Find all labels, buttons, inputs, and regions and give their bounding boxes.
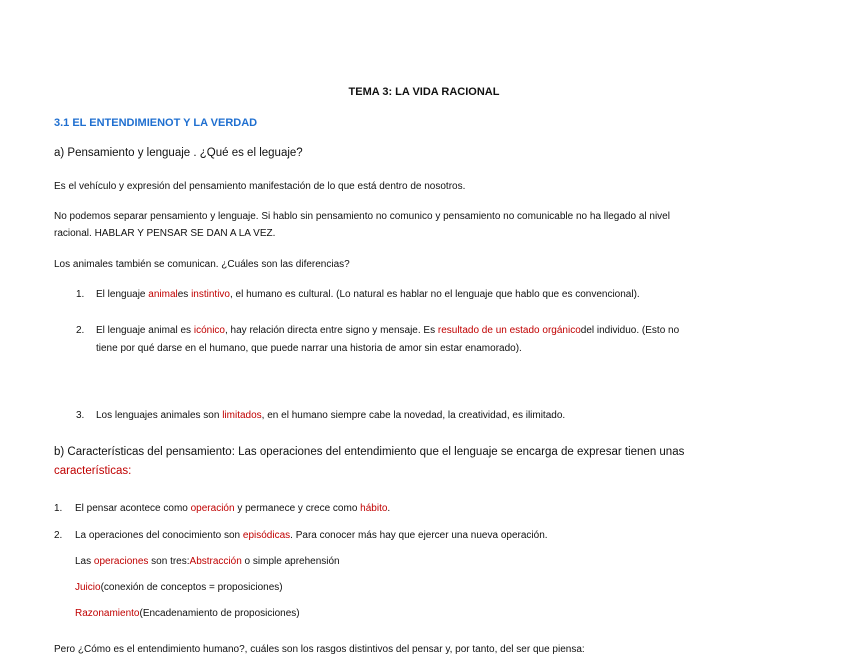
text-run-highlight: resultado de un estado orgánico [437, 325, 581, 336]
list-item-text [75, 530, 548, 542]
text-run: (Encadenamiento de proposiciones) [139, 608, 300, 619]
page-title: TEMA 3: LA VIDA RACIONAL [348, 86, 500, 98]
text-run-highlight: episódicas [242, 530, 291, 541]
text-run: El pensar acontece como [75, 503, 191, 514]
list-item-text [96, 325, 679, 337]
text-run: , en el humano siempre cabe la novedad, la creatividad, es ilimitado. [261, 410, 566, 421]
subheading-a: a) Pensamiento y lenguaje . ¿Qué es el leguaje? [54, 147, 303, 159]
text-run: . [387, 503, 391, 514]
list-item-text-line2: tiene por qué darse en el humano, que puede narrar una historia de amor sin estar enamorado). [96, 343, 522, 354]
paragraph-animals: Los animales también se comunican. ¿Cuáles son las diferencias? [54, 259, 350, 270]
text-run: (conexión de conceptos = proposiciones) [100, 582, 283, 593]
closing-question: Pero ¿Cómo es el entendimiento humano?, cuáles son los rasgos distintivos del pensar y, por tanto, del ser que piensa: [54, 644, 585, 655]
section-heading: 3.1 EL ENTENDIMIENOT Y LA VERDAD [54, 117, 258, 129]
list-item-text [75, 503, 390, 515]
list-number: 2. [54, 530, 63, 541]
text-run-highlight: limitados [222, 410, 262, 421]
text-run-highlight: Razonamiento [75, 608, 140, 619]
operations-line [75, 556, 340, 568]
text-run: El lenguaje [96, 289, 149, 300]
text-run: del individuo. (Esto no [580, 325, 680, 336]
subheading-b: b) Características del pensamiento: Las operaciones del entendimiento que el lenguaje se encarga de expresar tienen unas [54, 446, 685, 458]
text-run: es [177, 289, 192, 300]
text-run: , el humano es cultural. (Lo natural es hablar no el lenguaje que hablo que es convencional). [229, 289, 640, 300]
subheading-b-line2 [54, 465, 131, 479]
text-run: son tres: [148, 556, 190, 567]
text-run: Las [75, 556, 94, 567]
text-run-highlight: operación [190, 503, 235, 514]
text-run: o simple aprehensión [241, 556, 340, 567]
text-run: , hay relación directa entre signo y mensaje. Es [224, 325, 438, 336]
list-item-text [96, 410, 565, 422]
text-run-highlight: instintivo [191, 289, 230, 300]
juicio-line [75, 582, 283, 594]
paragraph-separation-line2: racional. HABLAR Y PENSAR SE DAN A LA VEZ. [54, 228, 276, 239]
razonamiento-line [75, 608, 300, 620]
paragraph-separation-line1: No podemos separar pensamiento y lenguaje. Si hablo sin pensamiento no comunico y pensamiento no comunicable no ha llegado al nivel [54, 211, 670, 222]
list-number: 3. [76, 410, 85, 421]
text-run: . Para conocer más hay que ejercer una nueva operación. [290, 530, 548, 541]
list-number: 2. [76, 325, 85, 336]
text-run: El lenguaje animal es [96, 325, 194, 336]
text-run-highlight: operaciones [93, 556, 149, 567]
text-run-highlight: hábito [360, 503, 388, 514]
text-run-highlight: : [128, 465, 132, 477]
list-number: 1. [76, 289, 85, 300]
text-run-highlight: animal [148, 289, 178, 300]
paragraph-definition: Es el vehículo y expresión del pensamiento manifestación de lo que está dentro de nosotros. [54, 181, 466, 192]
text-run: y permanece y crece como [234, 503, 361, 514]
text-run: La operaciones del conocimiento son [75, 530, 243, 541]
text-run-highlight: características [54, 465, 129, 477]
list-number: 1. [54, 503, 63, 514]
list-item-text [96, 289, 640, 301]
text-run: Los lenguajes animales son [96, 410, 223, 421]
text-run-highlight: Juicio [75, 582, 101, 593]
text-run-highlight: icónico [193, 325, 225, 336]
text-run-highlight: Abstracción [189, 556, 242, 567]
